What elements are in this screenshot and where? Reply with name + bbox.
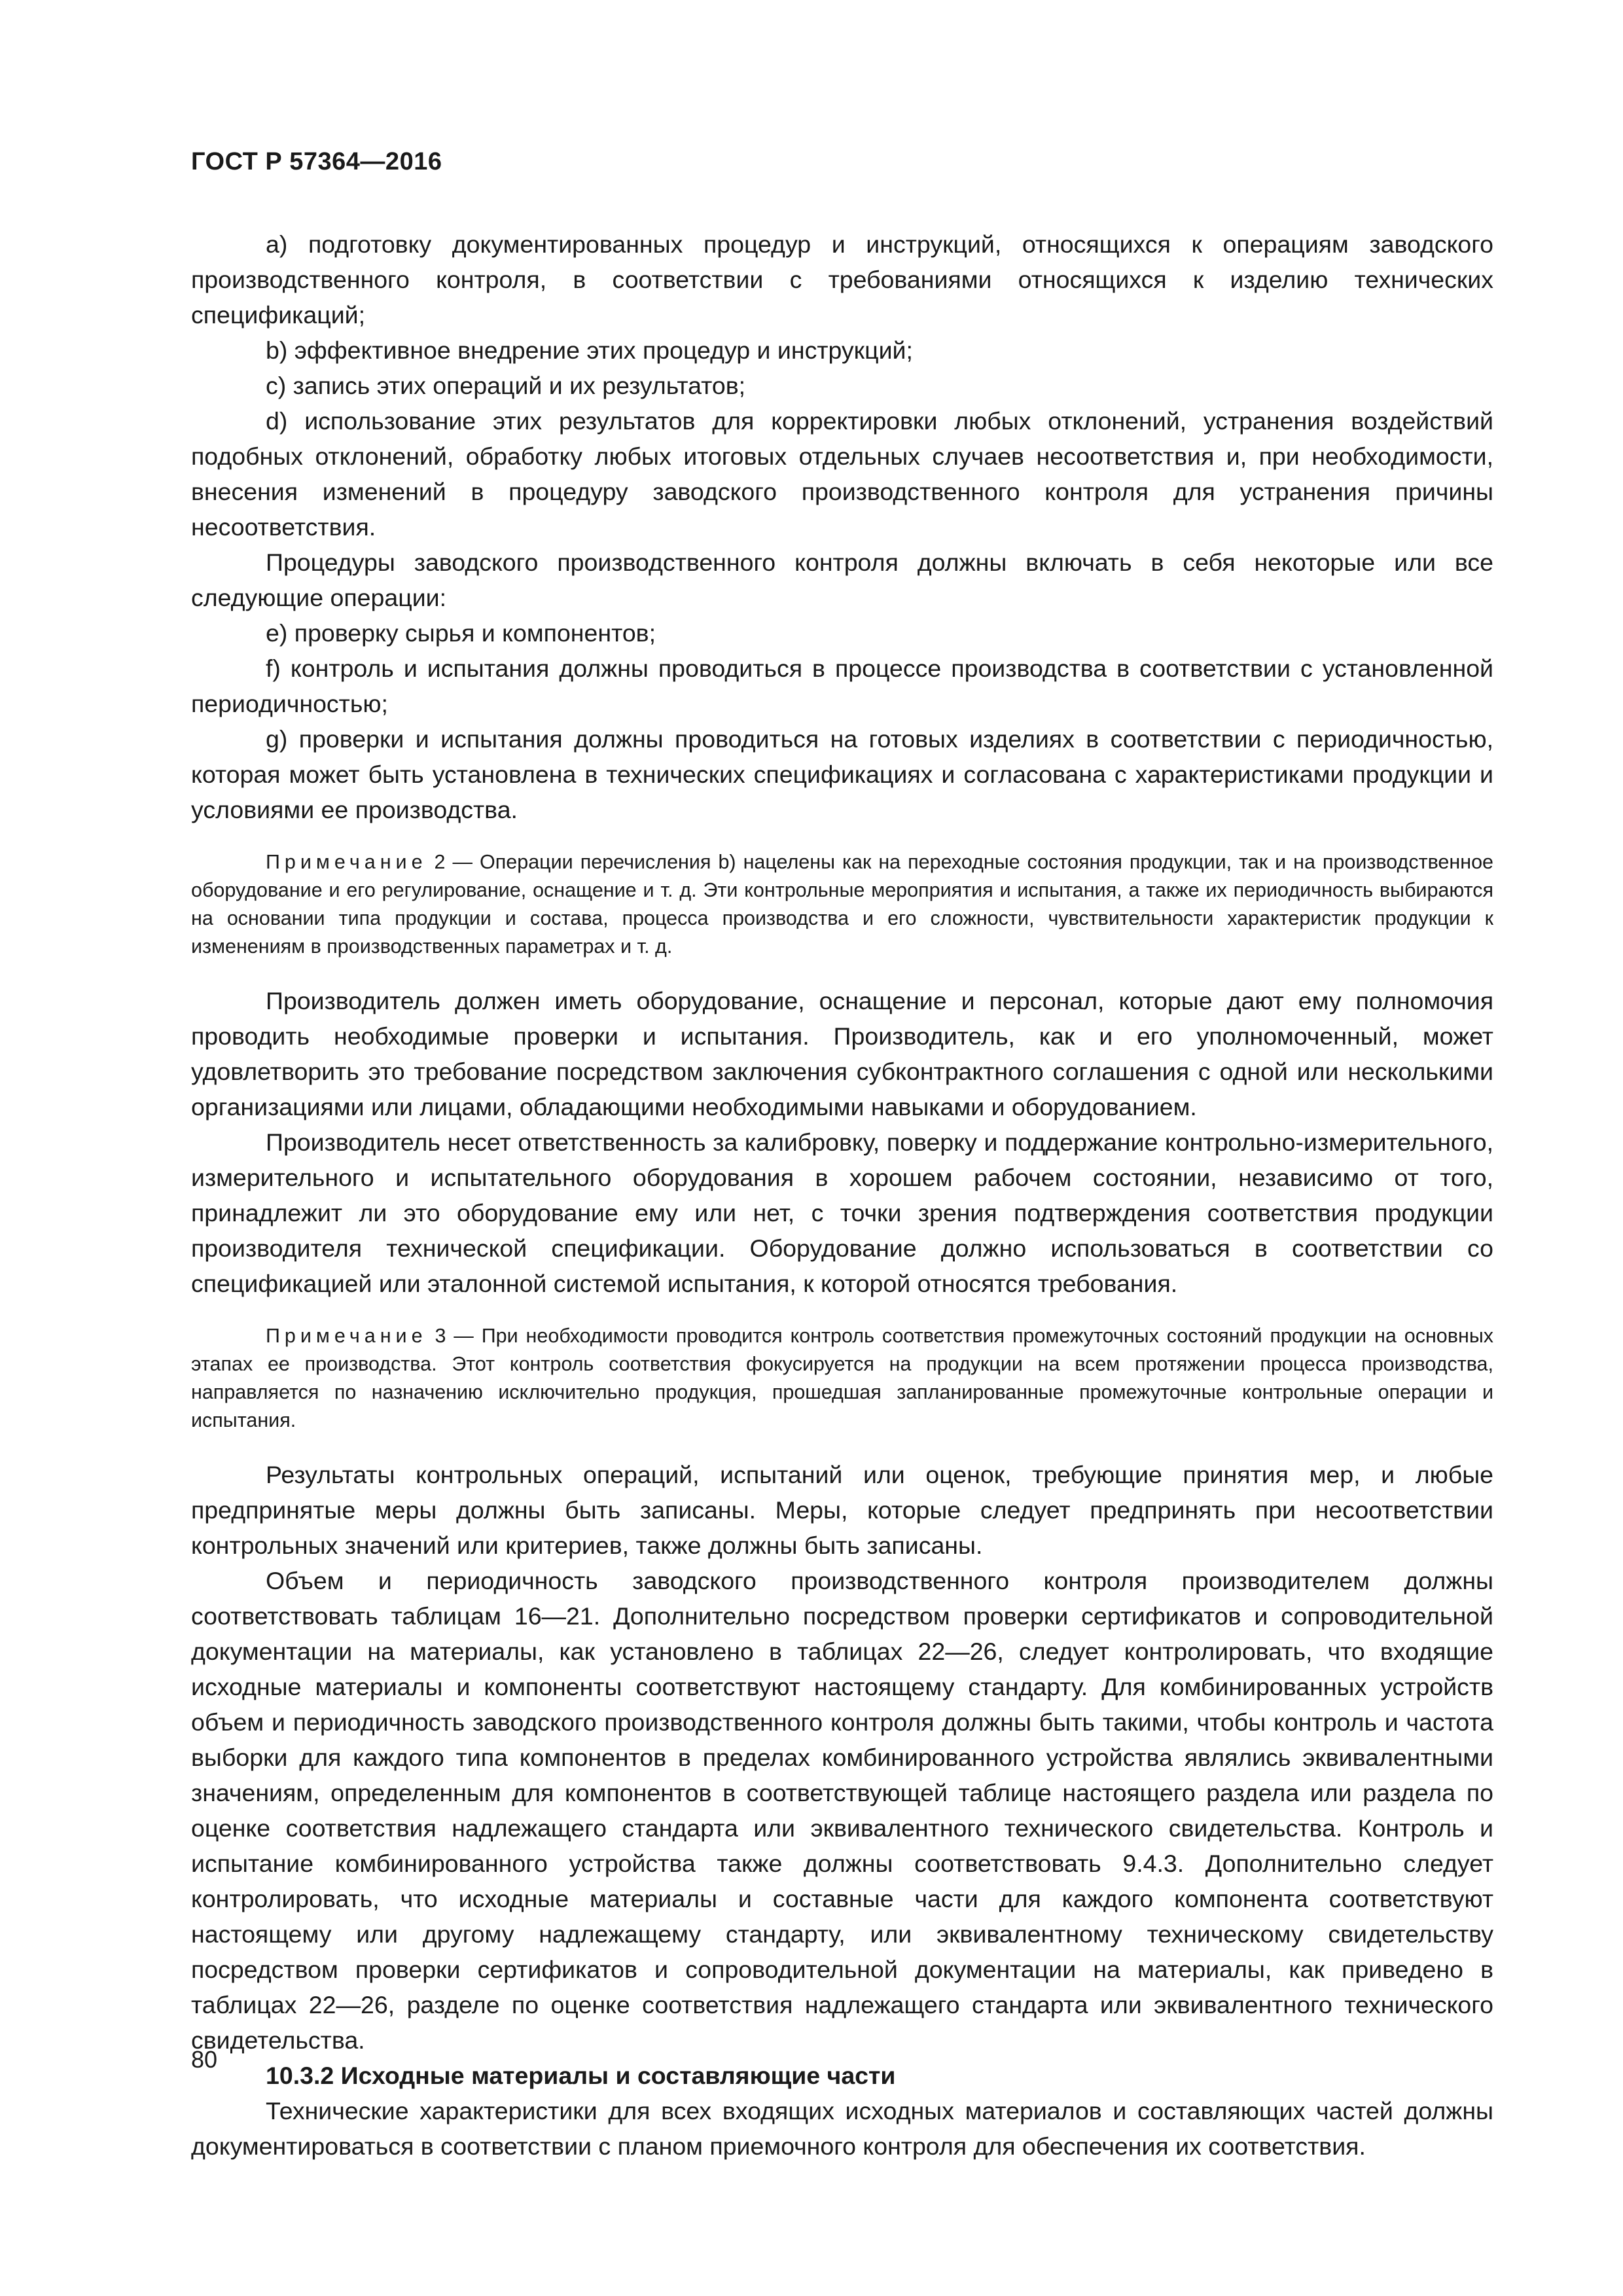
note-2 xyxy=(191,848,1493,961)
equipment-paragraph: Производитель должен иметь оборудование, оснащение и персонал, которые дают ему полномочия проводить необходимые проверки и испытания. Производитель, как и его уполномоченный, может удовлетворить это требование посредством заключения субконтрактного соглашения с одной или несколькими организациями или лицами, обладающими необходимыми навыками и оборудованием. xyxy=(191,987,1493,1121)
results-paragraph: Результаты контрольных операций, испытаний или оценок, требующие принятия мер, и любые предпринятые меры должны быть записаны. Меры, которые следует предпринять при несоответствии контрольных значений или критериев, также должны быть записаны. xyxy=(191,1461,1493,1559)
list-item-b: b) эффективное внедрение этих процедур и инструкций; xyxy=(266,336,913,364)
list-item-c: с) запись этих операций и их результатов; xyxy=(266,372,746,399)
list-item-g: g) проверки и испытания должны проводиться на готовых изделиях в соответствии с периодичностью, которая может быть установлена в технических спецификациях и согласована с характеристиками продукции и условиями ее производства. xyxy=(191,725,1493,823)
document-body xyxy=(191,226,1493,2164)
list-item-d: d) использование этих результатов для корректировки любых отклонений, устранения воздействий подобных отклонений, обработку любых итоговых отдельных случаев несоответствия и, при необходимости, внесения изменений в процедуру заводского производственного контроля для устранения причины несоответствия. xyxy=(191,407,1493,541)
section-paragraph: Технические характеристики для всех входящих исходных материалов и составляющих частей должны документироваться в соответствии с планом приемочного контроля для обеспечения их соответствия. xyxy=(191,2097,1493,2160)
calibration-paragraph: Производитель несет ответственность за калибровку, поверку и поддержание контрольно-измерительного, измерительного и испытательного оборудования в хорошем рабочем состоянии, независимо от того, принадлежит ли это оборудование ему или нет, с точки зрения подтверждения соответствия продукции производителя технической спецификации. Оборудование должно использоваться в соответствии со спецификацией или эталонной системой испытания, к которой относятся требования. xyxy=(191,1128,1493,1297)
note-2-label: Примечание xyxy=(266,851,427,873)
page-number: 80 xyxy=(191,2046,218,2073)
procedures-paragraph: Процедуры заводского производственного контроля должны включать в себя некоторые или все следующие операции: xyxy=(191,548,1493,611)
note-2-text: 2 — Операции перечисления b) нацелены как на переходные состояния продукции, так и на производственное оборудование и его регулирование, оснащение и т. д. Эти контрольные мероприятия и испытания, а также их периодичность выбираются на основании типа продукции и состава, процесса производства и его сложности, чувствительности характеристик продукции к изменениям в производственных параметрах и т. д. xyxy=(191,851,1493,958)
note-3 xyxy=(191,1322,1493,1435)
note-3-text: 3 — При необходимости проводится контроль соответствия промежуточных состояний продукции на основных этапах ее производства. Этот контроль соответствия фокусируется на продукции на всем протяжении процесса производства, направляется по назначению исключительно продукция, прошедшая запланированные промежуточные контрольные операции и испытания. xyxy=(191,1325,1493,1431)
list-item-e: е) проверку сырья и компонентов; xyxy=(266,619,656,647)
section-heading: 10.3.2 Исходные материалы и составляющие части xyxy=(266,2062,896,2089)
note-3-label: Примечание xyxy=(266,1325,427,1347)
list-item-f: f) контроль и испытания должны проводиться в процессе производства в соответствии с установленной периодичностью; xyxy=(191,655,1493,717)
list-item-a: а) подготовку документированных процедур и инструкций, относящихся к операциям заводского производственного контроля, в соответствии с требованиями относящихся к изделию технических спецификаций; xyxy=(191,230,1493,329)
document-header: ГОСТ Р 57364—2016 xyxy=(191,148,442,175)
scope-paragraph: Объем и периодичность заводского производственного контроля производителем должны соответствовать таблицам 16—21. Дополнительно посредством проверки сертификатов и сопроводительной документации на материалы, как установлено в таблицах 22—26, следует контролировать, что входящие исходные материалы и компоненты соответствуют настоящему стандарту. Для комбинированных устройств объем и периодичность заводского производственного контроля должны быть такими, чтобы контроль и частота выборки для каждого типа компонентов в пределах комбинированного устройства являлись эквивалентными значениям, определенным для компонентов в соответствующей таблице настоящего раздела или раздела по оценке соответствия надлежащего стандарта или эквивалентного технического свидетельства. Контроль и испытание комбинированного устройства также должны соответствовать 9.4.3. Дополнительно следует контролировать, что исходные материалы и составные части для каждого компонента соответствуют настоящему или другому надлежащему стандарту, или эквивалентному техническому свидетельству посредством проверки сертификатов и сопроводительной документации на материалы, как приведено в таблицах 22—26, разделе по оценке соответствия надлежащего стандарта или эквивалентного технического свидетельства. xyxy=(191,1567,1493,2054)
